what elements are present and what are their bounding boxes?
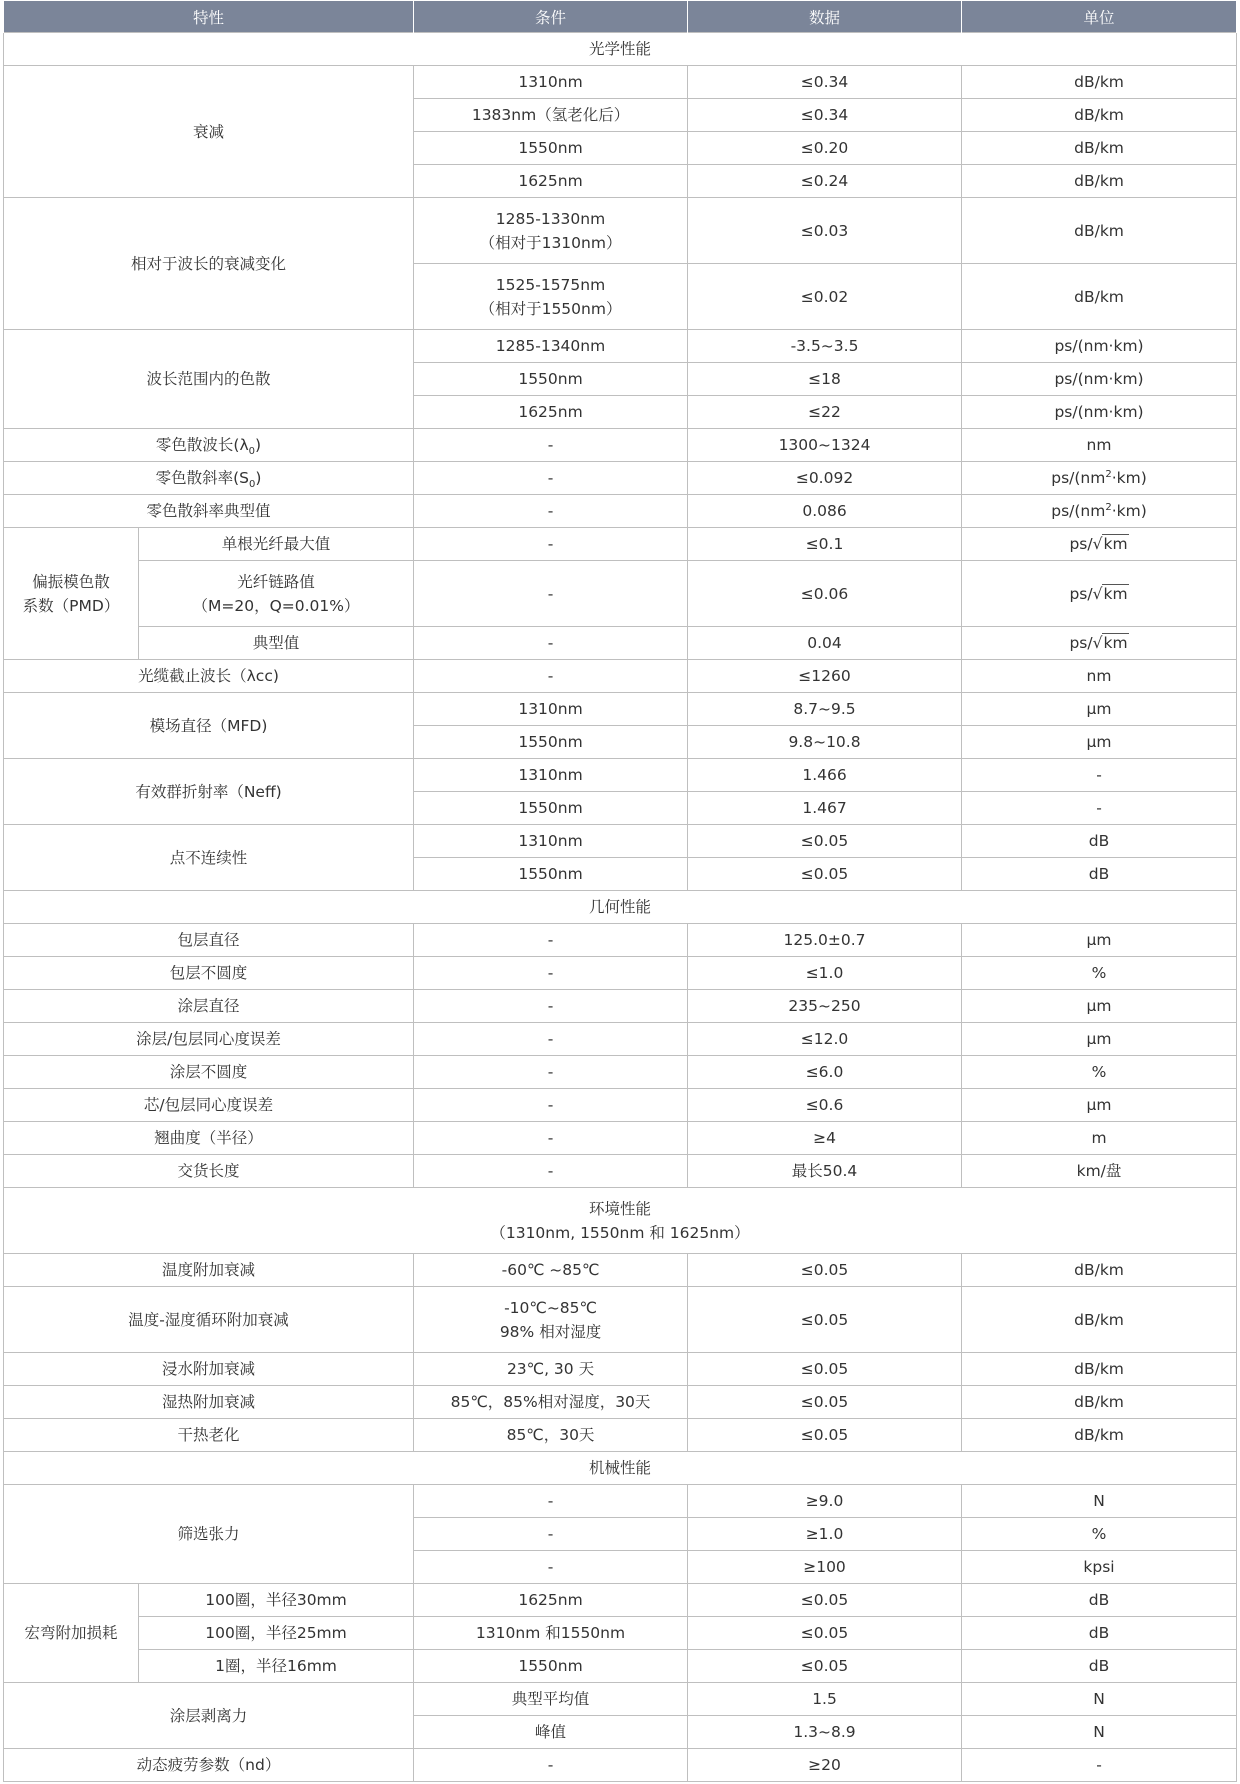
unit-root: km: [1103, 584, 1128, 603]
label-line: 系数（PMD）: [22, 596, 120, 615]
unit-cell: [962, 627, 1237, 660]
characteristic-label: 模场直径（MFD): [4, 693, 414, 759]
condition-cell: -: [414, 1089, 688, 1122]
table-row: [4, 693, 1237, 726]
sub-characteristic: 典型值: [139, 627, 414, 660]
value-cell: 8.7~9.5: [688, 693, 962, 726]
condition-cell: -: [414, 561, 688, 627]
characteristic-label: [4, 462, 414, 495]
table-row: [4, 198, 1237, 264]
unit-cell: ps/(nm·km): [962, 363, 1237, 396]
unit-cell: %: [962, 1518, 1237, 1551]
condition-cell: 1550nm: [414, 858, 688, 891]
characteristic-label: 动态疲劳参数（nd）: [4, 1749, 414, 1782]
unit-superscript: 2: [1105, 501, 1112, 513]
unit-cell: μm: [962, 726, 1237, 759]
value-cell: ≤18: [688, 363, 962, 396]
label-line: 偏振模色散: [32, 572, 110, 591]
header-condition: 条件: [414, 1, 688, 33]
table-row: [4, 1353, 1237, 1386]
unit-cell: dB/km: [962, 1386, 1237, 1419]
condition-cell: [414, 198, 688, 264]
condition-cell: -: [414, 957, 688, 990]
condition-cell: 1625nm: [414, 165, 688, 198]
sub-characteristic: 100圈，半径30mm: [139, 1584, 414, 1617]
value-cell: ≤0.34: [688, 66, 962, 99]
section-title: 光学性能: [4, 33, 1237, 66]
condition-cell: 1383nm（氢老化后）: [414, 99, 688, 132]
table-row: [4, 1023, 1237, 1056]
unit-cell: dB/km: [962, 1287, 1237, 1353]
unit-cell: N: [962, 1683, 1237, 1716]
value-cell: ≤0.092: [688, 462, 962, 495]
table-row: [4, 627, 1237, 660]
label-text: 零色散斜率(S: [155, 469, 249, 487]
condition-line: （相对于1550nm）: [479, 299, 622, 318]
value-cell: ≤0.05: [688, 1650, 962, 1683]
value-cell: ≤0.34: [688, 99, 962, 132]
value-cell: 9.8~10.8: [688, 726, 962, 759]
condition-cell: 1550nm: [414, 363, 688, 396]
unit-cell: μm: [962, 1089, 1237, 1122]
characteristic-label: 零色散斜率典型值: [4, 495, 414, 528]
value-cell: ≥9.0: [688, 1485, 962, 1518]
label-line: 光纤链路值: [237, 572, 315, 591]
sqrt-icon: √: [1092, 634, 1103, 652]
value-cell: 1300~1324: [688, 429, 962, 462]
sub-characteristic: [139, 561, 414, 627]
table-row: [4, 1419, 1237, 1452]
unit-cell: dB/km: [962, 66, 1237, 99]
header-unit: 单位: [962, 1, 1237, 33]
characteristic-label: 涂层剥离力: [4, 1683, 414, 1749]
characteristic-label: 衰减: [4, 66, 414, 198]
value-cell: 1.467: [688, 792, 962, 825]
condition-line: （相对于1310nm）: [479, 233, 622, 252]
condition-cell: 1310nm 和1550nm: [414, 1617, 688, 1650]
condition-cell: -: [414, 1056, 688, 1089]
table-row: [4, 660, 1237, 693]
unit-cell: μm: [962, 924, 1237, 957]
section-note: （1310nm, 1550nm 和 1625nm）: [490, 1223, 750, 1242]
unit-text: ·km): [1111, 502, 1147, 520]
label-text: 零色散波长(λ: [155, 436, 249, 454]
section-title: [4, 1188, 1237, 1254]
header-row: [4, 1, 1237, 33]
table-row: [4, 561, 1237, 627]
condition-line: 1285-1330nm: [495, 209, 606, 228]
table-row: [4, 1122, 1237, 1155]
table-row: [4, 1617, 1237, 1650]
unit-cell: kpsi: [962, 1551, 1237, 1584]
table-row: [4, 330, 1237, 363]
value-cell: ≤0.06: [688, 561, 962, 627]
condition-cell: 23℃, 30 天: [414, 1353, 688, 1386]
characteristic-label: [4, 429, 414, 462]
unit-cell: dB: [962, 858, 1237, 891]
unit-cell: μm: [962, 1023, 1237, 1056]
condition-cell: 1625nm: [414, 396, 688, 429]
section-title: 几何性能: [4, 891, 1237, 924]
unit-root: km: [1103, 634, 1128, 652]
unit-text: ps/: [1069, 584, 1093, 603]
section-title-text: 环境性能: [589, 1199, 652, 1218]
value-cell: ≤0.6: [688, 1089, 962, 1122]
spec-table: [3, 1, 1237, 1782]
condition-cell: 85℃，85%相对湿度，30天: [414, 1386, 688, 1419]
unit-cell: km/盘: [962, 1155, 1237, 1188]
value-cell: ≤0.05: [688, 1386, 962, 1419]
value-cell: ≤0.05: [688, 825, 962, 858]
unit-cell: [962, 561, 1237, 627]
value-cell: ≥20: [688, 1749, 962, 1782]
characteristic-label: [4, 528, 139, 660]
value-cell: ≤1260: [688, 660, 962, 693]
condition-cell: 1285-1340nm: [414, 330, 688, 363]
value-cell: 最长50.4: [688, 1155, 962, 1188]
unit-cell: μm: [962, 693, 1237, 726]
unit-cell: nm: [962, 660, 1237, 693]
condition-cell: -: [414, 660, 688, 693]
table-row: [4, 1056, 1237, 1089]
unit-root: km: [1103, 535, 1128, 553]
header-characteristic: 特性: [4, 1, 414, 33]
condition-cell: 1550nm: [414, 726, 688, 759]
value-cell: ≤1.0: [688, 957, 962, 990]
sub-characteristic: 100圈，半径25mm: [139, 1617, 414, 1650]
condition-cell: 1310nm: [414, 66, 688, 99]
characteristic-label: 筛选张力: [4, 1485, 414, 1584]
unit-text: ps/(nm: [1051, 502, 1106, 520]
unit-cell: ps/(nm·km): [962, 396, 1237, 429]
condition-cell: -: [414, 1551, 688, 1584]
value-cell: 0.04: [688, 627, 962, 660]
condition-cell: -: [414, 528, 688, 561]
table-row: [4, 462, 1237, 495]
value-cell: -3.5~3.5: [688, 330, 962, 363]
condition-cell: 1550nm: [414, 1650, 688, 1683]
unit-cell: %: [962, 957, 1237, 990]
value-cell: ≤0.20: [688, 132, 962, 165]
unit-cell: dB/km: [962, 99, 1237, 132]
section-row: [4, 1452, 1237, 1485]
unit-text: ·km): [1111, 469, 1147, 487]
sub-characteristic: 1圈，半径16mm: [139, 1650, 414, 1683]
value-cell: 1.3~8.9: [688, 1716, 962, 1749]
condition-cell: 典型平均值: [414, 1683, 688, 1716]
characteristic-label: 湿热附加衰减: [4, 1386, 414, 1419]
unit-text: ps/: [1069, 634, 1093, 652]
condition-line: 98% 相对湿度: [499, 1322, 602, 1341]
unit-cell: N: [962, 1716, 1237, 1749]
condition-line: -10℃~85℃: [504, 1298, 597, 1317]
value-cell: 1.5: [688, 1683, 962, 1716]
label-close: ): [255, 469, 262, 487]
value-cell: ≤0.05: [688, 1353, 962, 1386]
unit-cell: μm: [962, 990, 1237, 1023]
condition-cell: 1625nm: [414, 1584, 688, 1617]
condition-cell: -: [414, 1023, 688, 1056]
unit-cell: dB/km: [962, 1419, 1237, 1452]
table-row: [4, 66, 1237, 99]
table-row: [4, 1155, 1237, 1188]
characteristic-label: 干热老化: [4, 1419, 414, 1452]
characteristic-label: 交货长度: [4, 1155, 414, 1188]
sqrt-icon: √: [1092, 584, 1103, 603]
unit-cell: dB: [962, 1584, 1237, 1617]
table-row: [4, 1584, 1237, 1617]
value-cell: ≤0.03: [688, 198, 962, 264]
table-row: [4, 1089, 1237, 1122]
characteristic-label: 波长范围内的色散: [4, 330, 414, 429]
unit-cell: dB/km: [962, 1353, 1237, 1386]
value-cell: 235~250: [688, 990, 962, 1023]
value-cell: 1.466: [688, 759, 962, 792]
characteristic-label: 宏弯附加损耗: [4, 1584, 139, 1683]
label-subscript: 0: [248, 479, 256, 491]
condition-cell: -: [414, 1749, 688, 1782]
characteristic-label: 光缆截止波长（λcc): [4, 660, 414, 693]
table-row: [4, 429, 1237, 462]
section-title: 机械性能: [4, 1452, 1237, 1485]
value-cell: ≤0.05: [688, 1287, 962, 1353]
characteristic-label: 包层直径: [4, 924, 414, 957]
table-row: [4, 1386, 1237, 1419]
unit-cell: ps/(nm·km): [962, 330, 1237, 363]
characteristic-label: 涂层直径: [4, 990, 414, 1023]
condition-cell: 1310nm: [414, 825, 688, 858]
condition-cell: -: [414, 990, 688, 1023]
condition-cell: -: [414, 1122, 688, 1155]
unit-cell: dB/km: [962, 165, 1237, 198]
value-cell: ≥4: [688, 1122, 962, 1155]
value-cell: ≤12.0: [688, 1023, 962, 1056]
unit-superscript: 2: [1105, 468, 1112, 480]
table-row: [4, 759, 1237, 792]
condition-cell: [414, 1287, 688, 1353]
unit-cell: -: [962, 792, 1237, 825]
characteristic-label: 温度-湿度循环附加衰减: [4, 1287, 414, 1353]
label-close: ): [255, 436, 262, 454]
unit-cell: dB/km: [962, 132, 1237, 165]
unit-cell: dB/km: [962, 198, 1237, 264]
condition-cell: -: [414, 462, 688, 495]
table-row: [4, 1650, 1237, 1683]
unit-cell: dB/km: [962, 264, 1237, 330]
unit-cell: nm: [962, 429, 1237, 462]
condition-cell: 1550nm: [414, 132, 688, 165]
characteristic-label: 点不连续性: [4, 825, 414, 891]
condition-cell: -: [414, 495, 688, 528]
table-row: [4, 924, 1237, 957]
section-row: [4, 1188, 1237, 1254]
table-row: [4, 1485, 1237, 1518]
condition-cell: 1550nm: [414, 792, 688, 825]
unit-cell: [962, 495, 1237, 528]
table-row: [4, 1749, 1237, 1782]
value-cell: ≥100: [688, 1551, 962, 1584]
unit-cell: [962, 528, 1237, 561]
sub-characteristic: 单根光纤最大值: [139, 528, 414, 561]
table-row: [4, 1683, 1237, 1716]
characteristic-label: 涂层不圆度: [4, 1056, 414, 1089]
unit-cell: dB/km: [962, 1254, 1237, 1287]
unit-cell: %: [962, 1056, 1237, 1089]
value-cell: ≤0.1: [688, 528, 962, 561]
condition-cell: -: [414, 1518, 688, 1551]
value-cell: ≤0.05: [688, 1254, 962, 1287]
unit-cell: dB: [962, 825, 1237, 858]
unit-cell: dB: [962, 1617, 1237, 1650]
condition-cell: -: [414, 924, 688, 957]
value-cell: ≤0.24: [688, 165, 962, 198]
value-cell: 125.0±0.7: [688, 924, 962, 957]
condition-cell: -: [414, 1485, 688, 1518]
unit-cell: -: [962, 759, 1237, 792]
condition-cell: -: [414, 1155, 688, 1188]
table-row: [4, 957, 1237, 990]
condition-cell: 1310nm: [414, 693, 688, 726]
value-cell: ≥1.0: [688, 1518, 962, 1551]
condition-cell: 85℃，30天: [414, 1419, 688, 1452]
label-line: （M=20，Q=0.01%）: [192, 596, 360, 615]
sqrt-icon: √: [1092, 535, 1103, 553]
label-subscript: 0: [248, 446, 256, 458]
header-data: 数据: [688, 1, 962, 33]
unit-cell: -: [962, 1749, 1237, 1782]
condition-cell: 峰值: [414, 1716, 688, 1749]
unit-cell: dB: [962, 1650, 1237, 1683]
value-cell: ≤0.05: [688, 1419, 962, 1452]
table-row: [4, 495, 1237, 528]
table-row: [4, 1287, 1237, 1353]
characteristic-label: 温度附加衰减: [4, 1254, 414, 1287]
section-row: [4, 33, 1237, 66]
value-cell: ≤22: [688, 396, 962, 429]
condition-cell: [414, 264, 688, 330]
table-row: [4, 528, 1237, 561]
characteristic-label: 包层不圆度: [4, 957, 414, 990]
unit-cell: [962, 462, 1237, 495]
characteristic-label: 翘曲度（半径）: [4, 1122, 414, 1155]
condition-cell: 1310nm: [414, 759, 688, 792]
value-cell: ≤0.05: [688, 858, 962, 891]
unit-text: ps/(nm: [1051, 469, 1106, 487]
condition-line: 1525-1575nm: [495, 275, 606, 294]
table-row: [4, 990, 1237, 1023]
characteristic-label: 浸水附加衰减: [4, 1353, 414, 1386]
condition-cell: -: [414, 627, 688, 660]
characteristic-label: 有效群折射率（Neff): [4, 759, 414, 825]
characteristic-label: 芯/包层同心度误差: [4, 1089, 414, 1122]
unit-cell: m: [962, 1122, 1237, 1155]
characteristic-label: 相对于波长的衰减变化: [4, 198, 414, 330]
value-cell: ≤6.0: [688, 1056, 962, 1089]
value-cell: ≤0.05: [688, 1584, 962, 1617]
unit-text: ps/: [1069, 535, 1093, 553]
condition-cell: -60℃ ~85℃: [414, 1254, 688, 1287]
characteristic-label: 涂层/包层同心度误差: [4, 1023, 414, 1056]
value-cell: 0.086: [688, 495, 962, 528]
section-row: [4, 891, 1237, 924]
table-row: [4, 825, 1237, 858]
condition-cell: -: [414, 429, 688, 462]
unit-cell: N: [962, 1485, 1237, 1518]
value-cell: ≤0.02: [688, 264, 962, 330]
value-cell: ≤0.05: [688, 1617, 962, 1650]
table-row: [4, 1254, 1237, 1287]
